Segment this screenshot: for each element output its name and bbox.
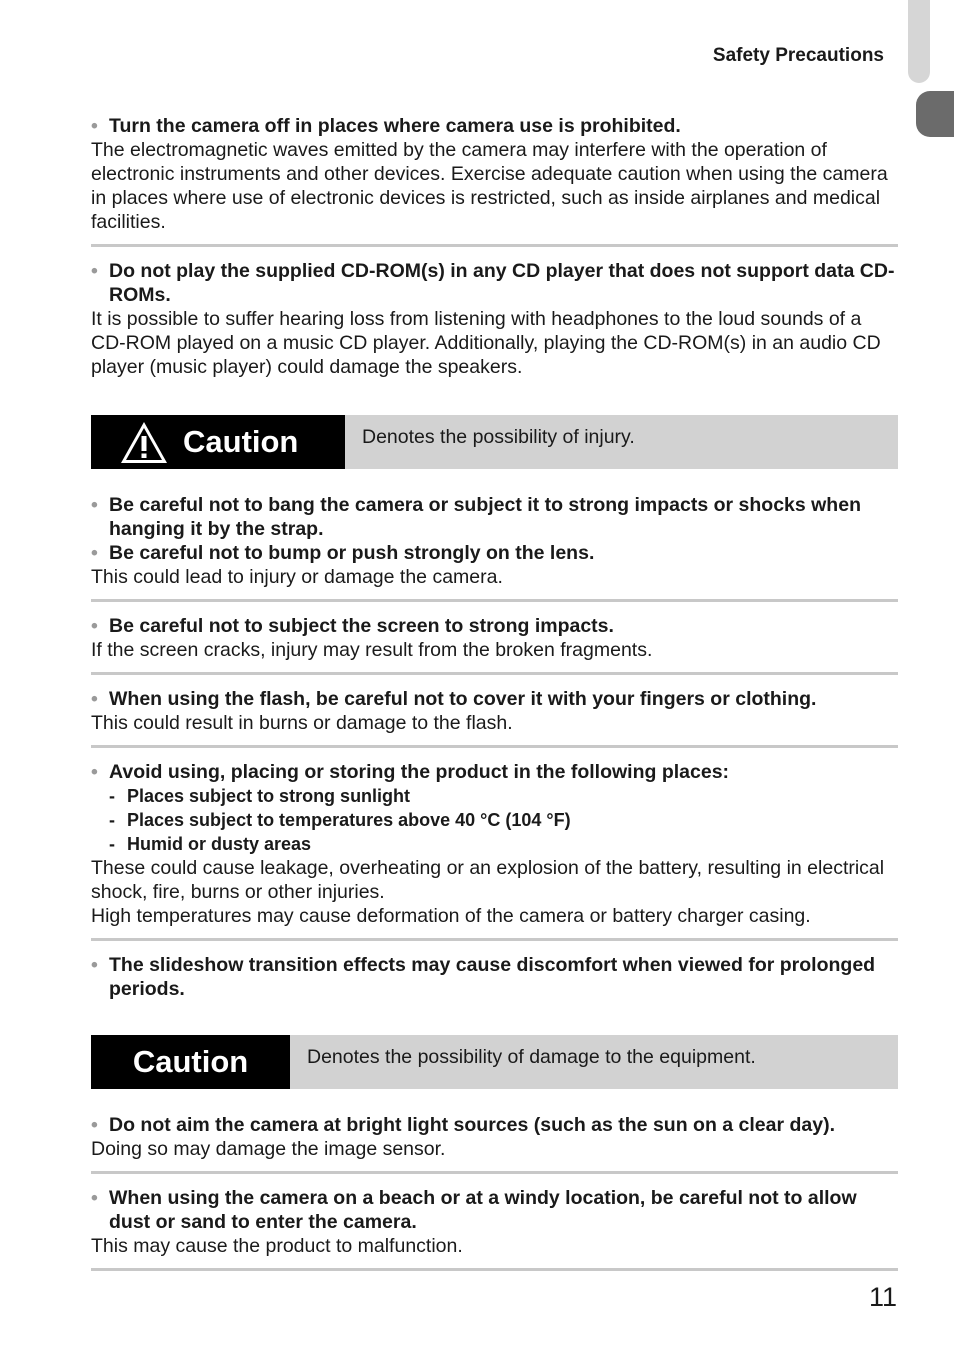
equipment-title: • When using the camera on a beach or at a windy location, be careful not to allow dust or sand to enter the camera. — [91, 1187, 857, 1233]
caution-item — [91, 687, 898, 745]
equipment-item — [91, 1186, 898, 1268]
bullet-icon: • — [91, 260, 98, 282]
warning-item — [91, 114, 898, 244]
caution-title: • The slideshow transition effects may cause discomfort when viewed for prolonged periods. — [91, 954, 876, 1000]
caution-body: High temperatures may cause deformation of the camera or battery charger casing. — [91, 905, 811, 927]
caution-title: • When using the flash, be careful not to cover it with your fingers or clothing. — [91, 688, 817, 710]
equipment-body: Doing so may damage the image sensor. — [91, 1138, 446, 1160]
caution-item — [91, 614, 898, 672]
warning-body: It is possible to suffer hearing loss from listening with headphones to the loud sounds of a CD-ROM played on a music CD player. Additionally, playing the CD-ROM(s) in an audio CD player (music player) could damage the speakers. — [91, 308, 881, 378]
bullet-icon: • — [91, 761, 98, 783]
equipment-item — [91, 1113, 898, 1171]
divider — [91, 1171, 898, 1174]
chapter-tab-top — [908, 0, 930, 83]
dash-marker: - — [109, 786, 115, 806]
place-item: - Places subject to temperatures above 40 °C (104 °F) — [109, 810, 571, 830]
dash-marker: - — [109, 810, 115, 830]
caution-title: • Be careful not to bump or push strongly on the lens. — [91, 542, 595, 564]
bullet-icon: • — [91, 1114, 98, 1136]
bullet-icon: • — [91, 688, 98, 710]
bullet-icon: • — [91, 954, 98, 976]
caution-title: • Be careful not to bang the camera or subject it to strong impacts or shocks when hanging it by the strap. — [91, 494, 861, 540]
caution-injury-banner — [91, 415, 898, 469]
caution-body: If the screen cracks, injury may result from the broken fragments. — [91, 639, 653, 661]
chapter-tab-marker — [916, 91, 954, 137]
warning-triangle-icon — [119, 419, 169, 465]
dash-marker: - — [109, 834, 115, 854]
bullet-icon: • — [91, 494, 98, 516]
caution-title: • Be careful not to subject the screen to strong impacts. — [91, 615, 614, 637]
caution-body: These could cause leakage, overheating or an explosion of the battery, resulting in electrical shock, fire, burns or other injuries. — [91, 857, 885, 903]
equipment-body: This may cause the product to malfunction. — [91, 1235, 463, 1257]
divider — [91, 745, 898, 748]
caution-item — [91, 953, 898, 1011]
caution-body: This could lead to injury or damage the camera. — [91, 566, 503, 588]
caution-injury-label: Caution — [91, 415, 345, 469]
place-item: - Humid or dusty areas — [109, 834, 312, 854]
divider — [91, 244, 898, 247]
caution-item — [91, 760, 898, 938]
divider — [91, 938, 898, 941]
caution-injury-text: Denotes the possibility of injury. — [362, 426, 635, 448]
warning-title: • Turn the camera off in places where camera use is prohibited. — [91, 115, 681, 137]
section-header: Safety Precautions — [712, 45, 884, 66]
caution-equipment-banner — [91, 1035, 898, 1089]
warning-body: The electromagnetic waves emitted by the camera may interfere with the operation of electronic instruments and other devices. Exercise adequate caution when using the camera in places where use of electronic devices is restricted, such as inside airplanes and medical facilities. — [91, 139, 888, 233]
page-content — [91, 114, 898, 1283]
caution-title: • Avoid using, placing or storing the product in the following places: — [91, 761, 730, 783]
divider — [91, 672, 898, 675]
bullet-icon: • — [91, 1187, 98, 1209]
place-item: - Places subject to strong sunlight — [109, 786, 411, 806]
caution-equipment-label: Caution — [91, 1035, 290, 1089]
warning-title: • Do not play the supplied CD-ROM(s) in any CD player that does not support data CD-ROMs. — [91, 260, 895, 306]
divider — [91, 599, 898, 602]
equipment-title: • Do not aim the camera at bright light sources (such as the sun on a clear day). — [91, 1114, 836, 1136]
page-number: 11 — [868, 1282, 897, 1312]
bullet-icon: • — [91, 542, 98, 564]
caution-equipment-text: Denotes the possibility of damage to the equipment. — [307, 1046, 756, 1068]
bullet-icon: • — [91, 115, 98, 137]
caution-item — [91, 493, 898, 599]
bullet-icon: • — [91, 615, 98, 637]
caution-body: This could result in burns or damage to the flash. — [91, 712, 513, 734]
warning-item — [91, 259, 898, 389]
divider — [91, 1268, 898, 1271]
